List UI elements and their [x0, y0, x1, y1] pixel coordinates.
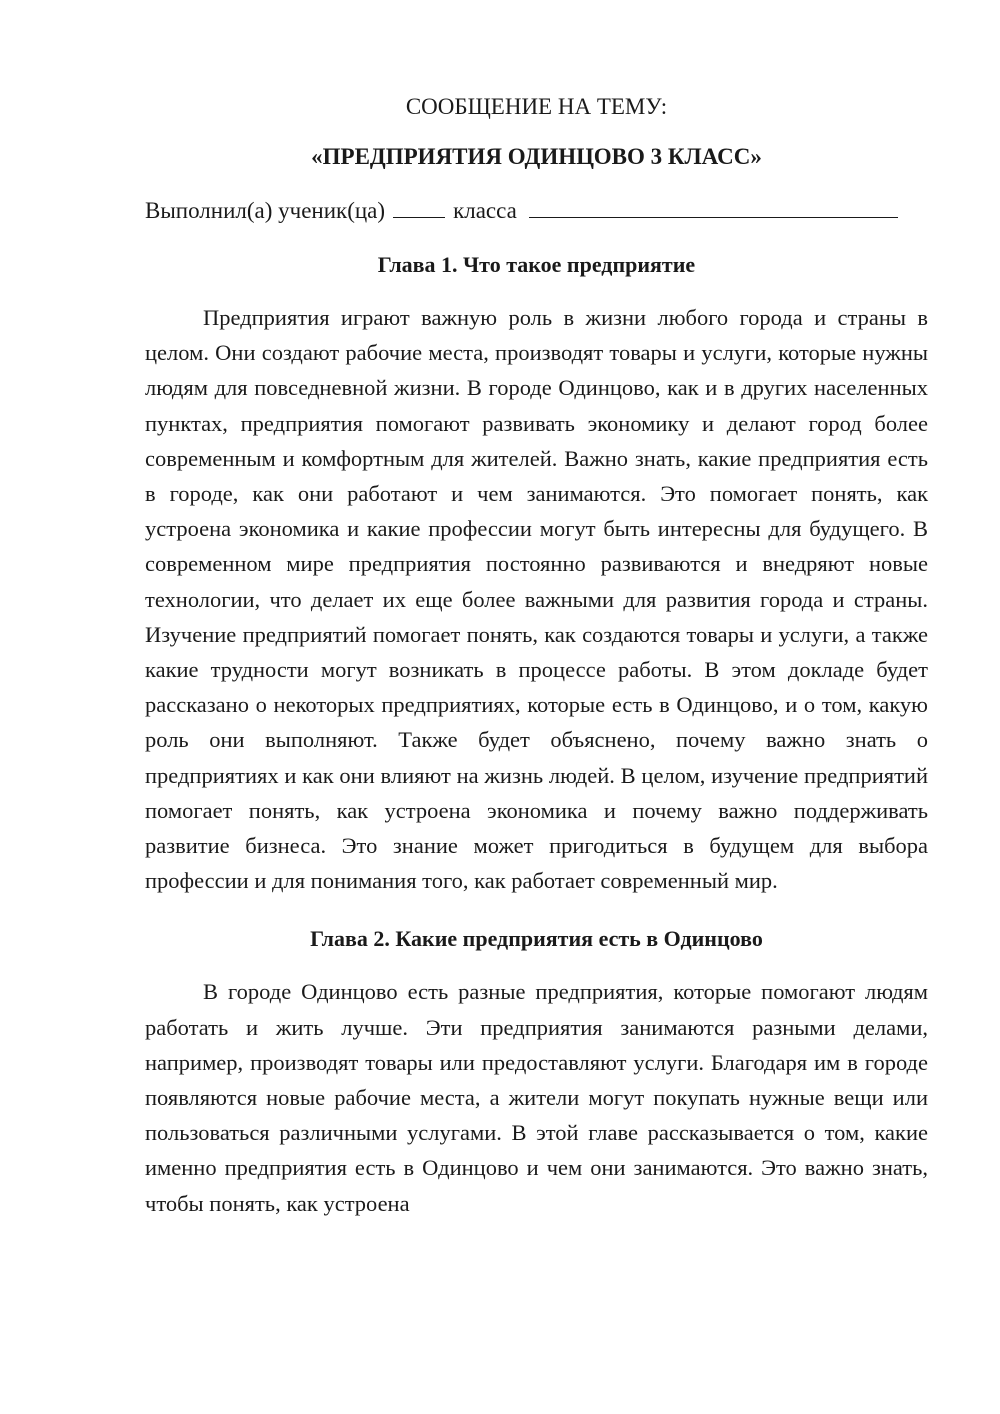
- document-title-line-1: СООБЩЕНИЕ НА ТЕМУ:: [405, 94, 668, 119]
- author-line: [145, 196, 928, 226]
- chapter-2-heading: Глава 2. Какие предприятия есть в Одинцово: [310, 926, 763, 952]
- class-label: класса: [453, 198, 517, 223]
- chapter-1-heading: Глава 1. Что такое предприятие: [377, 252, 696, 277]
- document-title-line-2: «ПРЕДПРИЯТИЯ ОДИНЦОВО 3 КЛАСС»: [311, 144, 762, 169]
- chapter-2-paragraph: В городе Одинцово есть разные предприятия, которые помогают людям работать и жить лучше. Эти предприятия занимаются разными делами, например, производят товары или предоставляют услуги. Благодаря им в городе появляются новые рабочие места, а жители могут покупать нужные вещи или пользоваться различными услугами. В этой главе рассказывается о том, какие именно предприятия есть в Одинцово и чем они занимаются. Это важно знать, чтобы понять, как устроена: [145, 979, 928, 1216]
- author-prefix-label: Выполнил(а) ученик(ца): [145, 198, 386, 223]
- class-number-blank: [393, 197, 445, 218]
- student-name-blank: [529, 197, 898, 218]
- chapter-1-paragraph: Предприятия играют важную роль в жизни любого города и страны в целом. Они создают рабочие места, производят товары и услуги, которые нужны людям для повседневной жизни. В городе Одинцово, как и в других населенных пунктах, предприятия помогают развивать экономику и делают город более современным и комфортным для жителей. Важно знать, какие предприятия есть в городе, как они работают и чем занимаются. Это помогает понять, как устроена экономика и какие профессии могут быть интересны для будущего. В современном мире предприятия постоянно развиваются и внедряют новые технологии, что делает их еще более важными для развития города и страны. Изучение предприятий помогает понять, как создаются товары и услуги, а также какие трудности могут возникать в процессе работы. В этом докладе будет рассказано о некоторых предприятиях, которые есть в Одинцово, и о том, какую роль они выполняют. Также будет объяснено, почему важно знать о предприятиях и как они влияют на жизнь людей. В целом, изучение предприятий помогает понять, как устроена экономика и почему важно поддерживать развитие бизнеса. Это знание может пригодиться в будущем для выбора профессии и для понимания того, как работает современный мир.: [145, 305, 928, 894]
- document-page: [145, 92, 928, 1221]
